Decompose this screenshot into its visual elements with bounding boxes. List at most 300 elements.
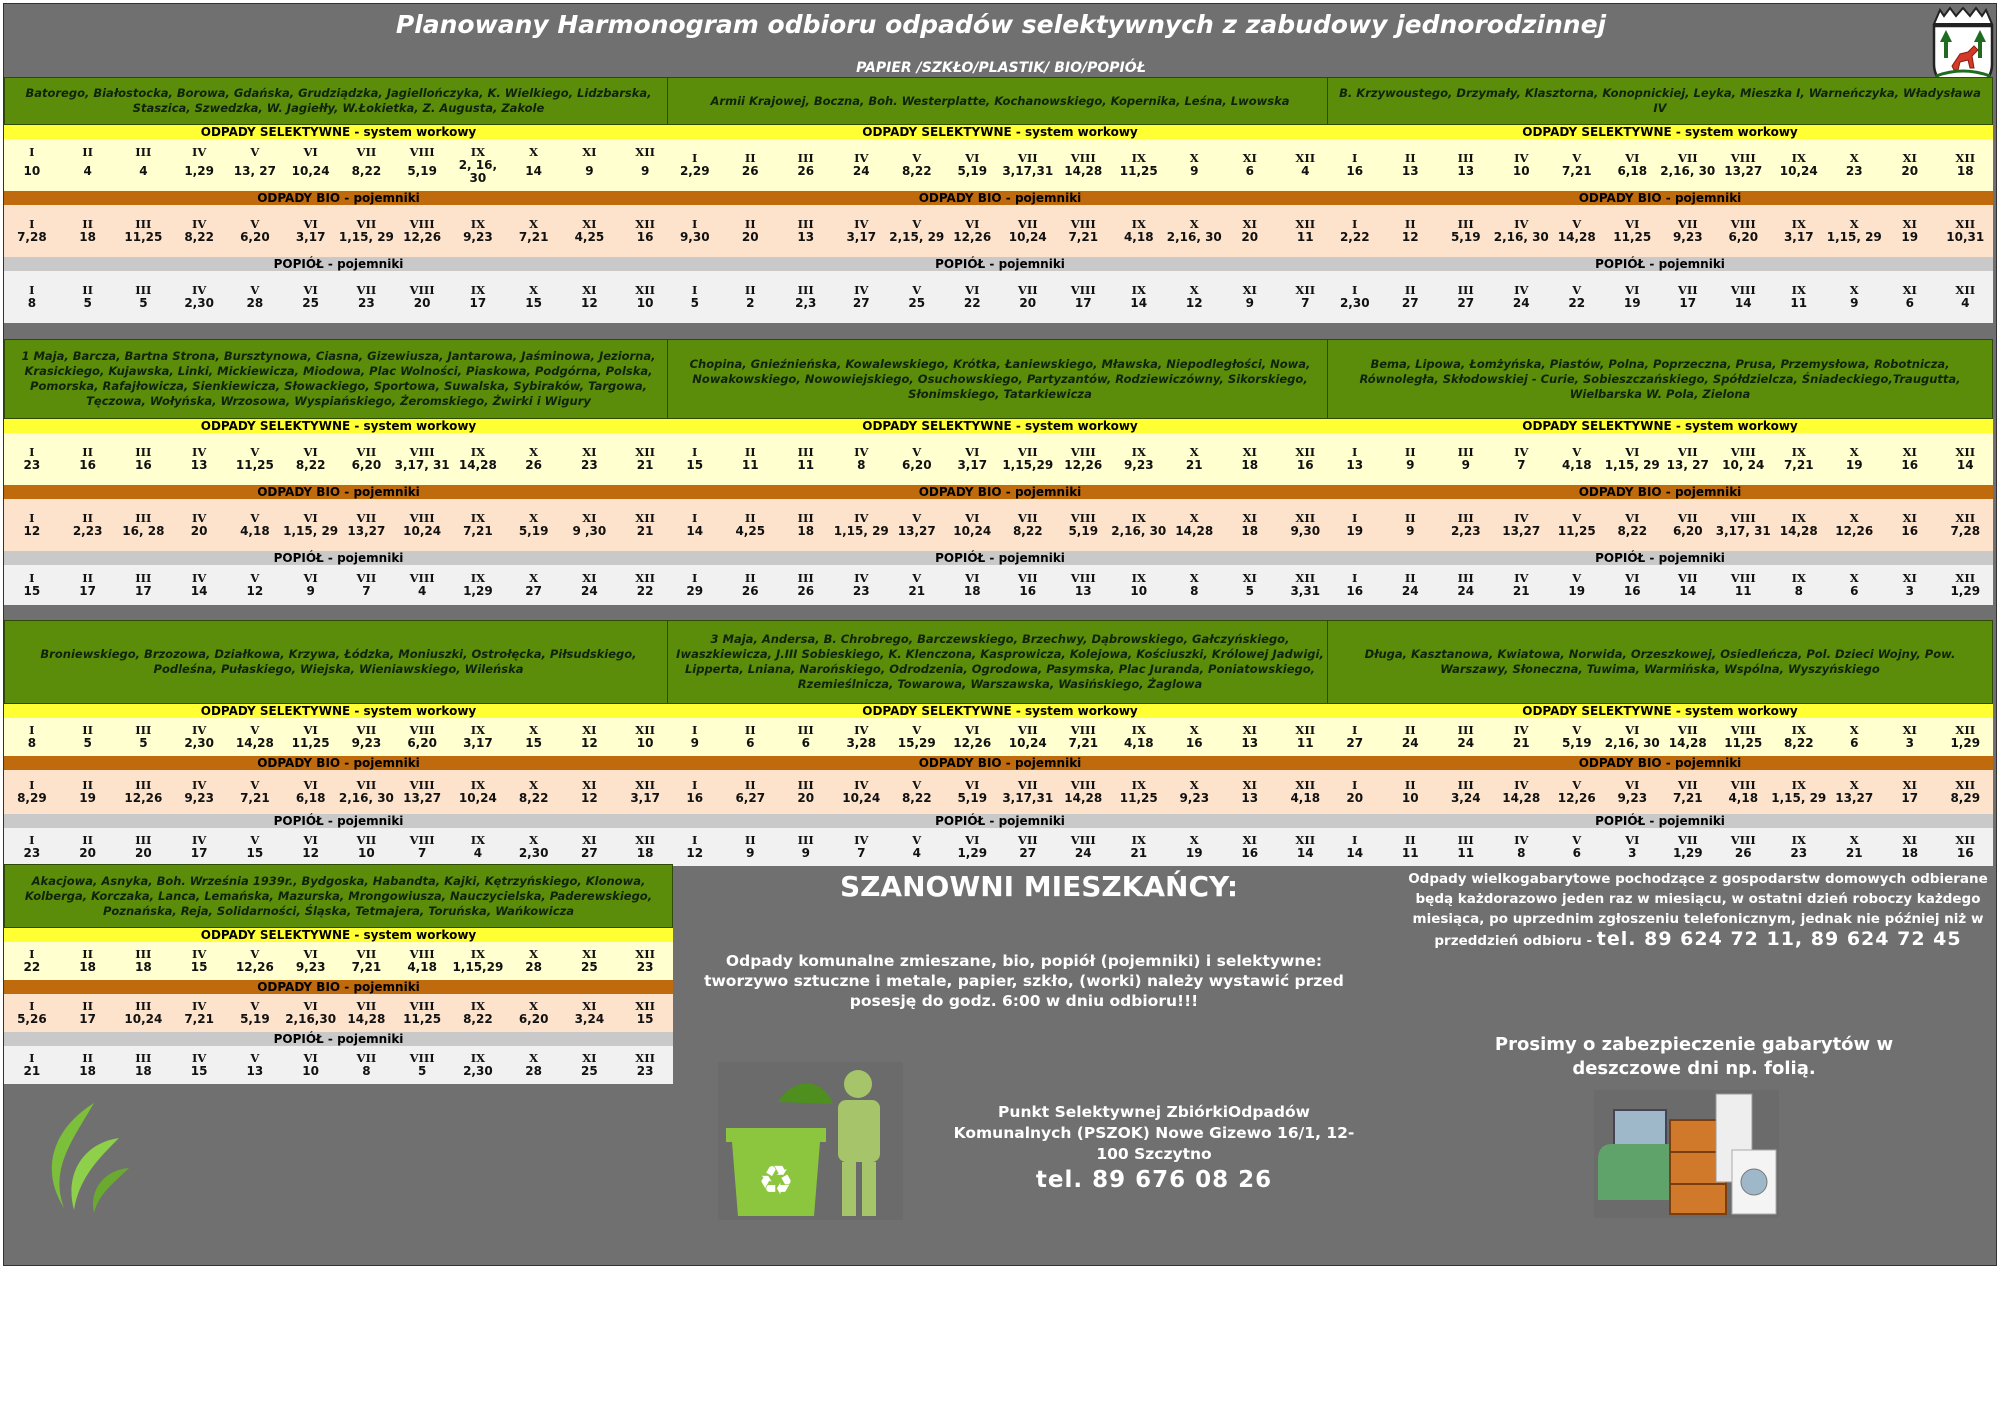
month-label: IX [470,511,486,525]
pickup-days: 10,24 [291,164,330,178]
month-label: XI [1242,723,1257,737]
pickup-days: 2,23 [1450,524,1481,538]
bio-header: ODPADY BIO - pojemniki [4,756,673,770]
month-label: VII [1017,571,1038,585]
schedule-block-4 [4,339,673,605]
month-label: XII [635,999,655,1013]
month-label: VII [1017,445,1038,459]
month-label: IX [470,144,486,159]
month-label: I [692,283,698,297]
pickup-days: 4 [83,164,92,178]
pickup-days: 6 [1572,846,1581,860]
pickup-days: 5,19 [1561,736,1592,750]
pickup-days: 13 [1401,164,1419,178]
pickup-days: 16 [1346,164,1364,178]
month-label: VI [1625,283,1640,297]
pickup-days: 2,29 [679,164,710,178]
streets-list: Broniewskiego, Brzozowa, Działkowa, Krzywa, Łódzka, Moniuszki, Ostrołęcka, Piłsudskiego, Podleśna, Pułaskiego, Wiejska, Wieniawskiego, Wileńska [4,620,673,704]
pickup-days: 1,29 [1672,846,1703,860]
pickup-days: 25 [581,1064,598,1078]
pickup-days: 12 [581,791,598,805]
pickup-days: 21 [636,524,654,538]
month-label: IX [1791,217,1806,231]
pickup-days: 27 [1457,296,1475,310]
month-label: I [692,511,698,525]
month-label: X [1849,723,1859,737]
pickup-days: 18 [135,1064,152,1078]
month-label: VII [1017,283,1038,297]
notice-main-text: Odpady komunalne zmieszane, bio, popiół (pojemniki) i selektywne: tworzywo sztuczne i metale, papier, szkło, (worki) należy wystawić przed posesję do godz. 6:00 w dniu odbioru!!! [704,952,1344,1010]
pickup-days: 22 [963,296,981,310]
month-label: V [250,833,260,847]
pickup-days: 16 [686,791,704,805]
month-label: IV [191,833,207,847]
pickup-days: 9,23 [463,230,493,244]
pickup-days: 5,19 [1068,524,1099,538]
month-label: III [797,151,814,165]
selective-header: ODPADY SELEKTYWNE - system workowy [667,419,1333,433]
pickup-days: 16 [636,230,654,244]
pickup-days: 16 [1901,524,1919,538]
month-label: V [250,571,260,585]
pickup-days: 28 [246,296,264,310]
month-label: X [529,833,539,847]
pickup-days: 9,23 [351,736,382,750]
pickup-days: 12 [581,736,598,750]
pickup-days: 13,27 [897,524,936,538]
streets-list: 1 Maja, Barcza, Bartna Strona, Bursztynowa, Ciasna, Gizewiusza, Jantarowa, Jaśminowa, Jeziorna, Krasickiego, Kujawska, Linki, Mickiewicza, Miodowa, Plac Wolności, Piaskowa, Podgórna, Polska, Pomorska, Rafajłowicza, Sienkiewicza, Słowackiego, Sportowa, Suwalska, Sybiraków, Targowa, Tęczowa, Wołyńska, Wrzosowa, Wyspiańskiego, Żeromskiego, Żwirki i Wigury [4,339,673,419]
month-label: VII [1017,778,1038,792]
pickup-days: 24 [1401,584,1419,598]
month-label: I [1352,833,1358,847]
month-label: II [82,778,93,792]
pickup-days: 2,23 [72,524,103,538]
month-label: IX [1791,723,1806,737]
month-label: I [29,723,35,737]
month-label: VII [356,1051,377,1065]
month-label: IV [191,571,207,585]
pickup-days: 9,23 [1123,458,1154,472]
month-label: I [1352,511,1358,525]
month-label: X [1849,151,1859,165]
selective-table [1327,139,1993,191]
pickup-days: 13 [1346,458,1364,472]
pszok-phone: tel. 89 676 08 26 [1035,1167,1273,1193]
month-label: IV [1514,217,1529,231]
month-label: VI [1625,778,1640,792]
pickup-days: 7 [362,584,371,598]
pickup-days: 6 [1850,584,1859,598]
month-label: XI [582,144,597,159]
month-label: VII [1677,723,1698,737]
pickup-days: 17 [190,846,208,860]
month-label: VII [1677,833,1698,847]
pickup-days: 5,26 [17,1012,47,1026]
pickup-days: 1,15, 29 [1604,458,1660,472]
pickup-days: 18 [79,230,96,244]
pickup-days: 9 [1245,296,1254,310]
pickup-days: 10,24 [1008,736,1047,750]
month-label: XI [1902,283,1917,297]
pickup-days: 18 [79,1064,96,1078]
month-label: IX [470,1051,486,1065]
schedule-block-10 [4,864,673,1084]
month-label: IX [1131,723,1146,737]
ash-header: POPIÓŁ - pojemniki [4,814,673,828]
month-label: VII [1677,283,1698,297]
pickup-days: 1,29 [463,584,493,598]
month-label: III [797,445,814,459]
pickup-days: 9 [1850,296,1859,310]
month-label: I [1352,778,1358,792]
pickup-days: 9 [1190,164,1199,178]
month-label: VI [303,723,318,737]
schedule-block-5 [667,339,1333,605]
month-label: X [1189,511,1199,525]
pickup-days: 6 [746,736,755,750]
schedule-block-1 [4,77,673,323]
month-label: II [82,283,93,297]
month-label: III [135,778,152,792]
pickup-days: 4,25 [735,524,766,538]
pickup-days: 10,24 [842,791,881,805]
pickup-days: 10,24 [1008,230,1047,244]
month-label: XII [635,283,655,297]
pickup-days: 12 [1401,230,1419,244]
pickup-days: 26 [741,584,759,598]
month-label: I [29,445,35,459]
pickup-days: 9,23 [1179,791,1210,805]
month-label: X [1189,217,1199,231]
month-label: I [692,723,698,737]
month-label: VIII [1070,571,1096,585]
month-label: I [1352,283,1358,297]
pickup-days: 4 [1961,296,1970,310]
month-label: III [1457,723,1474,737]
month-label: V [250,144,260,159]
pickup-days: 21 [1845,846,1863,860]
month-label: IX [470,778,486,792]
month-label: II [82,833,93,847]
pickup-days: 23 [23,458,41,472]
selective-table [667,139,1333,191]
month-label: V [912,217,922,231]
pickup-days: 18 [1901,846,1919,860]
month-label: IX [1131,283,1146,297]
month-label: VI [303,445,318,459]
pickup-days: 6,18 [1617,164,1648,178]
pickup-days: 10 [23,164,41,178]
month-label: XII [1955,151,1976,165]
month-label: VII [1017,723,1038,737]
month-label: IV [854,445,869,459]
month-label: V [912,283,922,297]
month-label: II [1404,511,1416,525]
month-label: IV [191,445,207,459]
month-label: XI [1902,778,1917,792]
pickup-days: 14,28 [1064,164,1103,178]
pickup-days: 4,18 [1290,791,1321,805]
pickup-days: 21 [908,584,926,598]
pickup-days: 23 [581,458,598,472]
month-label: XII [1295,217,1316,231]
pickup-days: 26 [741,164,759,178]
pickup-days: 10 [1401,791,1419,805]
month-label: XI [582,283,597,297]
pickup-days: 9,23 [1617,791,1648,805]
month-label: VII [356,947,377,961]
bio-header: ODPADY BIO - pojemniki [667,191,1333,205]
month-label: VII [1017,151,1038,165]
month-label: XI [582,833,597,847]
month-label: VI [965,511,980,525]
month-label: XI [1242,445,1257,459]
pickup-days: 9 [640,164,650,178]
pszok-info [944,1102,1364,1195]
pickup-days: 7,21 [1561,164,1592,178]
month-label: IV [854,778,869,792]
pickup-days: 22 [636,584,654,598]
pickup-days: 27 [1346,736,1364,750]
pickup-days: 8,29 [1950,791,1981,805]
month-label: IX [1131,445,1146,459]
pickup-days: 18 [797,524,815,538]
selective-header: ODPADY SELEKTYWNE - system workowy [4,125,673,139]
month-label: V [1572,445,1582,459]
selective-table [4,139,673,191]
month-label: VIII [1070,778,1096,792]
month-label: IX [1791,151,1806,165]
pickup-days: 7,28 [1950,524,1981,538]
month-label: II [82,723,93,737]
pickup-days: 10,31 [1946,230,1985,244]
month-label: X [529,1051,539,1065]
pickup-days: 7,21 [1672,791,1703,805]
month-label: XII [1955,511,1976,525]
pickup-days: 2,22 [1339,230,1370,244]
month-label: VIII [1730,445,1756,459]
bulky-waste-phone: tel. 89 624 72 11, 89 624 72 45 [1596,928,1962,950]
pickup-days: 15,29 [897,736,936,750]
pickup-days: 13 [190,458,208,472]
pickup-days: 16 [1241,846,1259,860]
pickup-days: 18 [1241,458,1259,472]
month-label: VII [1017,833,1038,847]
schedule-block-3 [1327,77,1993,323]
month-label: VIII [409,833,435,847]
pickup-days: 14 [1679,584,1697,598]
month-label: VII [356,144,377,159]
month-label: III [1457,833,1474,847]
month-label: IX [470,999,486,1013]
pickup-days: 12,26 [235,960,274,974]
pickup-days: 24 [1401,736,1419,750]
month-label: XI [582,571,597,585]
month-label: XI [582,723,597,737]
pickup-days: 6,18 [295,791,326,805]
selective-header: ODPADY SELEKTYWNE - system workowy [4,704,673,718]
month-label: I [29,778,35,792]
month-label: II [1404,833,1416,847]
pickup-days: 20 [1019,296,1037,310]
pickup-days: 7 [1517,458,1526,472]
pickup-days: 8 [857,458,866,472]
month-label: V [250,947,260,961]
month-label: VIII [1070,511,1096,525]
pickup-days: 4 [1301,164,1310,178]
month-label: XII [1295,445,1316,459]
pickup-days: 5,19 [518,524,549,538]
pickup-days: 4,18 [1561,458,1592,472]
selective-table [4,433,673,485]
pickup-days: 12,26 [953,736,992,750]
bio-table [1327,499,1993,551]
pickup-days: 9,23 [295,960,326,974]
month-label: XII [1295,151,1316,165]
month-label: III [135,723,152,737]
pickup-days: 3,17 [957,458,988,472]
pickup-days: 2,16, 30 [1166,230,1222,244]
month-label: IV [1514,511,1529,525]
month-label: III [797,723,814,737]
pickup-days: 11,25 [1119,791,1158,805]
pickup-days: 14,28 [347,1012,386,1026]
pickup-days: 3 [1905,584,1914,598]
month-label: III [135,833,152,847]
month-label: X [1189,833,1199,847]
month-label: I [692,833,698,847]
month-label: XII [635,1051,655,1065]
month-label: VIII [409,999,435,1013]
pickup-days: 18 [1956,164,1974,178]
month-label: IV [1514,283,1529,297]
pickup-days: 25 [302,296,319,310]
month-label: VI [303,217,318,231]
page-subtitle: PAPIER /SZKŁO/PLASTIK/ BIO/POPIÓŁ [856,60,1146,76]
pickup-days: 10, 24 [1722,458,1765,472]
month-label: VI [965,151,980,165]
month-label: V [912,445,922,459]
pickup-days: 25 [908,296,926,310]
pickup-days: 5 [417,1064,427,1078]
month-label: VI [303,144,318,159]
selective-table [667,718,1333,756]
bio-header: ODPADY BIO - pojemniki [667,485,1333,499]
pickup-days: 2, 16, 30 [458,157,498,185]
month-label: I [29,1051,35,1065]
pickup-days: 9 [306,584,315,598]
pickup-days: 26 [525,458,542,472]
pickup-days: 6,20 [240,230,270,244]
pickup-days: 9,23 [1672,230,1703,244]
month-label: I [1352,723,1358,737]
pickup-days: 15 [190,1064,208,1078]
month-label: VI [965,217,980,231]
pickup-days: 23 [358,296,375,310]
month-label: VI [965,833,980,847]
pickup-days: 8,22 [1617,524,1648,538]
month-label: XI [582,1051,597,1065]
month-label: XI [1902,723,1917,737]
month-label: XI [582,445,597,459]
pickup-days: 17 [469,296,487,310]
pickup-days: 14,28 [1668,736,1707,750]
month-label: V [250,283,260,297]
pickup-days: 12,26 [403,230,442,244]
pickup-days: 20 [741,230,759,244]
pickup-days: 2,16, 30 [338,791,394,805]
month-label: XI [582,999,597,1013]
month-label: IV [854,283,869,297]
pickup-days: 2,16, 30 [1493,230,1549,244]
month-label: II [744,217,756,231]
pickup-days: 20 [190,524,208,538]
month-label: IX [470,217,486,231]
pickup-days: 8,22 [184,230,214,244]
month-label: VIII [409,571,435,585]
month-label: V [1572,511,1582,525]
month-label: II [1404,723,1416,737]
month-label: IV [854,217,869,231]
month-label: X [1189,445,1199,459]
svg-text:♻: ♻ [758,1158,794,1204]
month-label: V [1572,151,1582,165]
month-label: IX [1791,445,1806,459]
pickup-days: 7,21 [1068,230,1099,244]
month-label: IV [1514,778,1529,792]
pickup-days: 16 [1185,736,1203,750]
pickup-days: 18 [636,846,654,860]
month-label: IX [1131,511,1146,525]
pickup-days: 5,19 [407,164,437,178]
month-label: I [29,947,35,961]
ash-header: POPIÓŁ - pojemniki [667,257,1333,271]
bio-table [1327,770,1993,814]
month-label: I [1352,217,1358,231]
month-label: II [82,571,93,585]
pickup-days: 13 [1457,164,1475,178]
schedule-block-7 [4,620,673,866]
pickup-days: 1,15, 29 [283,524,339,538]
pickup-days: 5 [1245,584,1254,598]
month-label: II [1404,571,1416,585]
pickup-days: 23 [636,960,654,974]
pickup-days: 15 [246,846,264,860]
pickup-days: 8 [362,1064,371,1078]
month-label: VI [303,999,318,1013]
month-label: XII [635,571,655,585]
ash-table [667,828,1333,866]
pickup-days: 20 [1346,791,1364,805]
month-label: XII [1295,571,1316,585]
pickup-days: 24 [1457,736,1475,750]
month-label: VIII [409,217,435,231]
pickup-days: 27 [852,296,870,310]
month-label: VII [1677,571,1698,585]
month-label: IX [1131,151,1146,165]
pickup-days: 8 [1190,584,1199,598]
pickup-days: 10,24 [124,1012,163,1026]
pickup-days: 7,21 [1068,736,1099,750]
month-label: VI [1625,511,1640,525]
month-label: XII [635,833,655,847]
month-label: VIII [1730,217,1756,231]
pickup-days: 29 [686,584,704,598]
pickup-days: 3,17 [630,791,660,805]
month-label: I [1352,445,1358,459]
streets-list: Armii Krajowej, Boczna, Boh. Westerplatte, Kochanowskiego, Kopernika, Leśna, Lwowska [667,77,1333,125]
pickup-days: 11,25 [403,1012,442,1026]
